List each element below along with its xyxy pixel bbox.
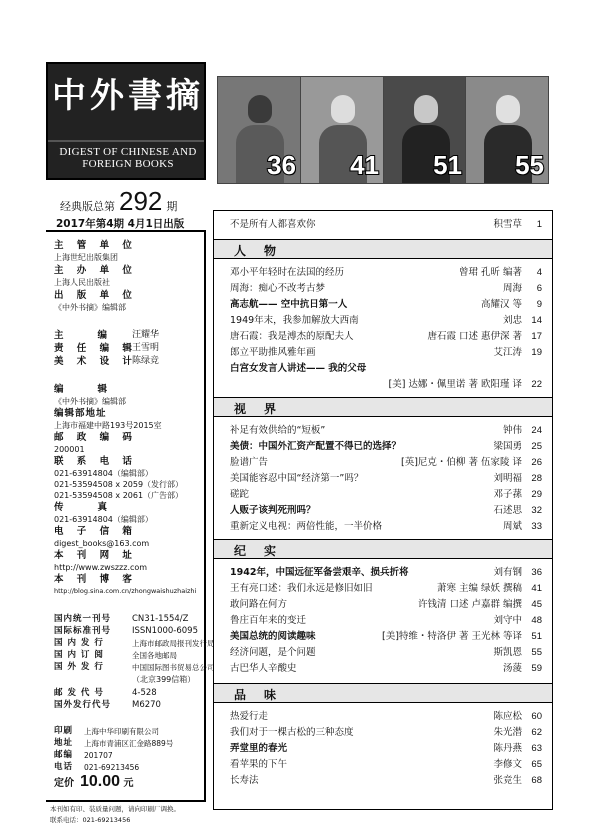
phone-distribution: 021-53594508 x 2059（发行部） [54,480,184,489]
for-dist-label: 国 外 发 行 [54,662,104,672]
resp-editor: 王雪明 [132,343,160,353]
entry-author: [美] 达娜・佩里诺 著 欧阳瑾 译 [388,379,522,390]
entry-author: 刘忠 [502,315,522,326]
quality-phone: 联系电话：021-69213456 [50,816,131,824]
photo-page-number: 41 [350,150,379,180]
email-link[interactable]: digest_books@163.com [54,539,150,548]
tel2-row [54,762,140,773]
toc-entry[interactable] [214,519,552,534]
publisher-label: 出 版 单 位 [54,290,137,301]
magazine-logo [46,62,206,180]
entry-page: 1 [536,219,542,230]
section-header [214,683,552,703]
cn-row [54,614,189,625]
entry-page: 32 [531,505,542,516]
toc-entry[interactable] [214,361,552,376]
entry-page: 60 [531,711,542,722]
logo-calligraphy: 中外書摘 [52,76,204,116]
entry-page: 9 [536,299,542,310]
for-dist-box: （北京399信箱） [132,675,196,684]
entry-page: 24 [531,425,542,436]
post-code-label: 邮 发 代 号 [54,688,104,698]
toc-entry[interactable] [214,645,552,660]
chief-editor: 汪耀华 [132,330,160,340]
zip-label: 邮 政 编 码 [54,432,137,443]
phone-label: 联 系 电 话 [54,456,137,467]
price-label: 定价 [54,778,74,789]
entry-author: 邓子蓀 [493,489,522,500]
tel2-label: 电话 [54,762,74,772]
dom-sub-row [54,650,177,661]
cover-photo-3[interactable] [383,76,467,184]
issue-line [60,186,210,217]
entry-author: 石述思 [493,505,522,516]
art-designer: 陈绿竞 [132,356,160,366]
entry-author: [英]尼克・伯柳 著 伍家陵 译 [401,457,522,468]
entry-page: 17 [531,331,542,342]
entry-author: 刘有钢 [493,567,522,578]
entry-title: 1949年末，我参加解放大西南 [230,315,359,326]
table-of-contents [213,210,553,810]
toc-entry[interactable] [214,661,552,676]
toc-entry[interactable] [214,455,552,470]
entry-page: 51 [531,631,542,642]
fax: 021-63914804（编辑部） [54,515,153,524]
phone-editorial: 021-63914804（编辑部） [54,469,153,478]
dom-sub-label: 国 内 订 阅 [54,650,104,660]
issue-date: 2017年第4期 4月1日出版 [56,218,185,230]
issn-row [54,626,198,637]
toc-entry[interactable] [214,217,552,232]
cn-number: CN31-1554/Z [132,614,189,624]
entry-author: 陈丹燕 [493,743,522,754]
entry-page: 55 [531,647,542,658]
entry-title: 郎立平助推风雅年画 [230,347,316,358]
issue-number: 292 [119,186,163,216]
entry-title: 不是所有人都喜欢你 [230,219,316,230]
toc-entry[interactable] [214,741,552,756]
logo-subtitle: DIGEST OF CHINESE AND FOREIGN BOOKS [59,146,197,170]
price-unit: 元 [123,778,134,789]
entry-author: 许钱清 口述 卢嘉群 编撰 [417,599,522,610]
entry-author: 唐石霞 口述 惠伊深 著 [427,331,522,342]
entry-author: 张竞生 [493,775,522,786]
entry-page: 41 [531,583,542,594]
fax-label: 传 真 [54,502,113,513]
zip: 200001 [54,445,85,454]
phone-advertising: 021-53594508 x 2061（广告部） [54,491,184,500]
sponsor-label: 主 办 单 位 [54,265,137,276]
entry-author: 艾江涛 [493,347,522,358]
entry-title: 美国总统的阅读趣味 [230,631,316,642]
photo-page-number: 55 [515,150,544,180]
web-link[interactable]: http://www.zwszzz.com [54,563,148,572]
entry-page: 29 [531,489,542,500]
entry-title: 古巴华人辛酸史 [230,663,297,674]
toc-entry[interactable] [214,297,552,312]
entry-title: 脸谱广告 [230,457,269,468]
toc-entry[interactable] [214,757,552,772]
printer: 上海中华印刷有限公司 [84,727,159,736]
issn-number: ISSN1000-6095 [132,626,198,636]
blog-link[interactable]: http://blog.sina.com.cn/zhongwaishuzhaizhi [54,587,197,595]
section-title: 视界 [234,402,295,416]
entry-title: 美国能容忍中国“经济第一”吗？ [230,473,364,484]
entry-page: 19 [531,347,542,358]
entry-author: 陈应松 [493,711,522,722]
entry-page: 14 [531,315,542,326]
entry-title: 鲁庄百年来的变迁 [230,615,307,626]
entry-author: 刘守中 [493,615,522,626]
cn-label: 国内统一刊号 [54,614,112,624]
price-row [54,773,134,790]
dom-dist: 上海市邮政局报刊发行局 [132,639,215,648]
section-header [214,239,552,259]
photo-page-number: 36 [267,150,296,180]
entry-title: 美债：中国外汇资产配置不得已的选择？ [230,441,402,452]
for-code-label: 国外发行代号 [54,700,112,710]
issn-label: 国际标准刊号 [54,626,112,636]
supervisor: 上海世纪出版集团 [54,253,118,262]
entry-title: 重新定义电视：两倍性能，一半价格 [230,521,383,532]
toc-entry[interactable] [214,629,552,644]
entry-title: 敢问路在何方 [230,599,288,610]
editing-label: 编 辑 [54,384,113,395]
photo-page-number: 51 [433,150,462,180]
address-label: 编辑部地址 [54,408,107,419]
email-label: 电 子 信 箱 [54,526,137,537]
dom-sub: 全国各地邮局 [132,651,177,660]
toc-entry[interactable] [214,565,552,580]
for-code-row [54,700,161,711]
section-title: 品味 [234,688,295,702]
toc-entry[interactable] [214,709,552,724]
entry-page: 59 [531,663,542,674]
resp-editor-label: 责 任 编 辑 [54,343,137,354]
entry-author: 积雪草 [493,219,522,230]
price-value: 10.00 [80,773,121,790]
entry-author: 斯凯恩 [493,647,522,658]
section-title: 人物 [234,244,295,258]
entry-page: 4 [536,267,542,278]
toc-entry[interactable] [214,581,552,596]
entry-author: 汤蔆 [502,663,522,674]
entry-page: 25 [531,441,542,452]
issue-prefix: 经典版总第 [60,200,115,213]
for-dist: 中国国际图书贸易总公司 [132,663,215,672]
toc-entry[interactable] [214,503,552,518]
entry-page: 26 [531,457,542,468]
entry-title: 磋跎 [230,489,250,500]
toc-entry[interactable] [214,597,552,612]
chief-editor-row [54,330,160,341]
section-header [214,397,552,417]
resp-editor-row [54,343,160,354]
entry-page: 63 [531,743,542,754]
entry-page: 48 [531,615,542,626]
entry-page: 33 [531,521,542,532]
print-row [54,726,159,737]
cover-photo-1[interactable] [217,76,301,184]
entry-title: 长寿法 [230,775,259,786]
entry-title: 弄堂里的春光 [230,743,288,754]
addr2-label: 地址 [54,738,74,748]
entry-title: 唐石霞：我是溥杰的原配夫人 [230,331,354,342]
entry-author: 梁国勇 [493,441,522,452]
section-header [214,539,552,559]
entry-title: 周海：痴心不改考古梦 [230,283,326,294]
entry-page: 65 [531,759,542,770]
editing: 《中外书摘》编辑部 [54,397,126,406]
chief-editor-label: 主 编 [54,330,113,341]
toc-entry[interactable] [214,613,552,628]
entry-page: 6 [536,283,542,294]
toc-entry[interactable] [214,265,552,280]
quality-notice: 本刊如有印、装质量问题，请向印刷厂调换。 [50,805,180,813]
toc-entry[interactable] [214,281,552,296]
entry-page: 62 [531,727,542,738]
toc-entry[interactable] [214,725,552,740]
issue-suffix: 期 [166,200,178,213]
sponsor: 上海人民出版社 [54,278,110,287]
entry-page: 22 [531,379,542,390]
entry-author: 曾珺 孔昕 编著 [458,267,522,278]
entry-page: 36 [531,567,542,578]
zip2-label: 邮编 [54,750,74,760]
toc-entry[interactable] [214,423,552,438]
cover-photo-4[interactable] [465,76,549,184]
publisher: 《中外书摘》编辑部 [54,303,126,312]
dom-dist-row [54,638,215,649]
web-label: 本 刊 网 址 [54,550,137,561]
toc-entry[interactable] [214,313,552,328]
entry-title: 我们对于一棵古松的三种态度 [230,727,354,738]
address: 上海市福建中路193号2015室 [54,421,162,430]
entry-author: 朱光潜 [493,727,522,738]
print-label: 印刷 [54,726,74,736]
dom-dist-label: 国 内 发 行 [54,638,104,648]
entry-title: 补足有效供给的“短板” [230,425,326,436]
section-title: 纪实 [234,544,295,558]
toc-entry[interactable] [214,773,552,788]
supervisor-label: 主 管 单 位 [54,240,137,251]
zip2-row [54,750,113,761]
blog-label: 本 刊 博 客 [54,574,137,585]
entry-title: 看苹果的下午 [230,759,288,770]
entry-author: 周斌 [502,521,522,532]
for-dist-row [54,662,215,673]
entry-author: 钟伟 [502,425,522,436]
toc-entry-continued[interactable] [214,377,552,392]
entry-author: 刘明福 [493,473,522,484]
entry-author: 萧寒 主编 绿妖 撰稿 [436,583,522,594]
entry-page: 45 [531,599,542,610]
toc-entry[interactable] [214,471,552,486]
toc-entry[interactable] [214,487,552,502]
entry-page: 28 [531,473,542,484]
art-label: 美 术 设 计 [54,356,137,367]
printer-address: 上海市青浦区汇金路889号 [84,739,174,748]
printer-zip: 201707 [84,751,113,760]
printer-phone: 021-69213456 [84,763,140,772]
entry-title: 白宫女发言人讲述—— 我的父母 [230,363,367,374]
entry-title: 高志航—— 空中抗日第一人 [230,299,348,310]
entry-author: 高耀汉 等 [480,299,522,310]
entry-title: 热爱行走 [230,711,269,722]
post-code: 4-528 [132,688,157,698]
post-code-row [54,688,157,699]
entry-title: 人贩子该判死刑吗？ [230,505,316,516]
masthead-column [46,40,215,824]
masthead-info [46,230,215,802]
cover-photo-2[interactable] [300,76,384,184]
toc-entry[interactable] [214,329,552,344]
entry-author: 李修文 [493,759,522,770]
entry-title: 1942年，中国远征军备尝艰辛、损兵折将 [230,567,409,578]
entry-title: 经济问题，是个问题 [230,647,316,658]
art-row [54,356,160,367]
entry-title: 邓小平年轻时在法国的经历 [230,267,345,278]
toc-entry[interactable] [214,345,552,360]
entry-author: 周海 [502,283,522,294]
for-code: M6270 [132,700,161,710]
addr2-row [54,738,174,749]
toc-entry[interactable] [214,439,552,454]
entry-author: [美]特维・特洛伊 著 王光林 等译 [382,631,522,642]
entry-title: 王有亮口述：我们永远是修旧如旧 [230,583,373,594]
entry-page: 68 [531,775,542,786]
